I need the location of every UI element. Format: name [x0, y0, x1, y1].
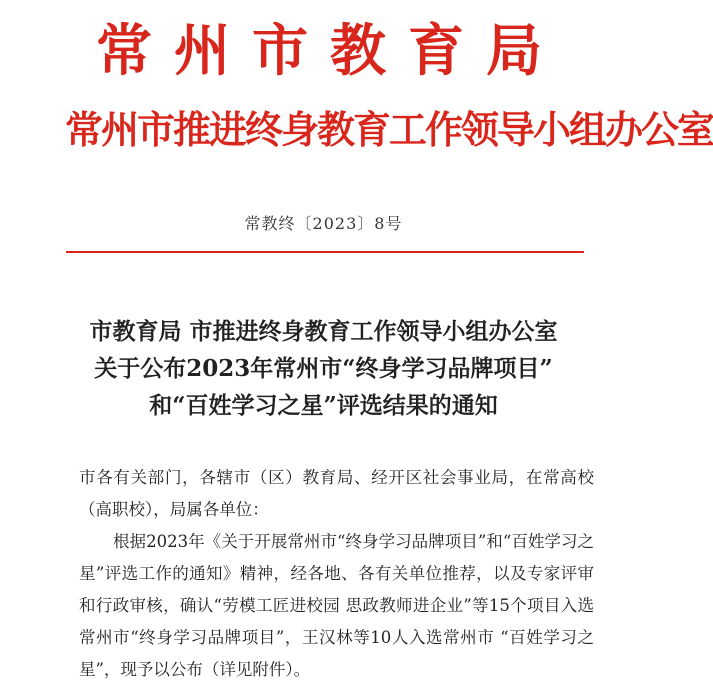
- notice-title-line-1: 市教育局 市推进终身教育工作领导小组办公室: [89, 318, 558, 345]
- notice-title-line-3: 和“百姓学习之星”评选结果的通知: [149, 392, 498, 419]
- notice-title-line-2: 关于公布2023年常州市“终身学习品牌项目”: [94, 355, 553, 382]
- issuing-org-education-bureau: 常州市教育局: [96, 18, 564, 84]
- red-divider-line: [66, 251, 584, 253]
- document-number: 常教终〔2023〕8号: [244, 214, 403, 233]
- salutation: 市各有关部门，各辖市（区）教育局、经开区社会事业局，在常高校（高职校），局属各单位：: [79, 468, 594, 519]
- body-paragraph-1: 根据2023年《关于开展常州市“终身学习品牌项目”和“百姓学习之星”评选工作的通知》精神，经各地、各有关单位推荐，以及专家评审和行政审核，确认“劳模工匠进校园 思政教师进企业”等15个项目入选常州市“终身学习品牌项目”，王汉林等10人入选常州市 “百姓学习之星”，现予以公布（详见附件）。: [79, 532, 594, 679]
- notice-title: [40, 313, 607, 424]
- notice-body: [79, 462, 594, 686]
- issuing-org-lifelong-education-office: 常州市推进终身教育工作领导小组办公室: [65, 107, 713, 152]
